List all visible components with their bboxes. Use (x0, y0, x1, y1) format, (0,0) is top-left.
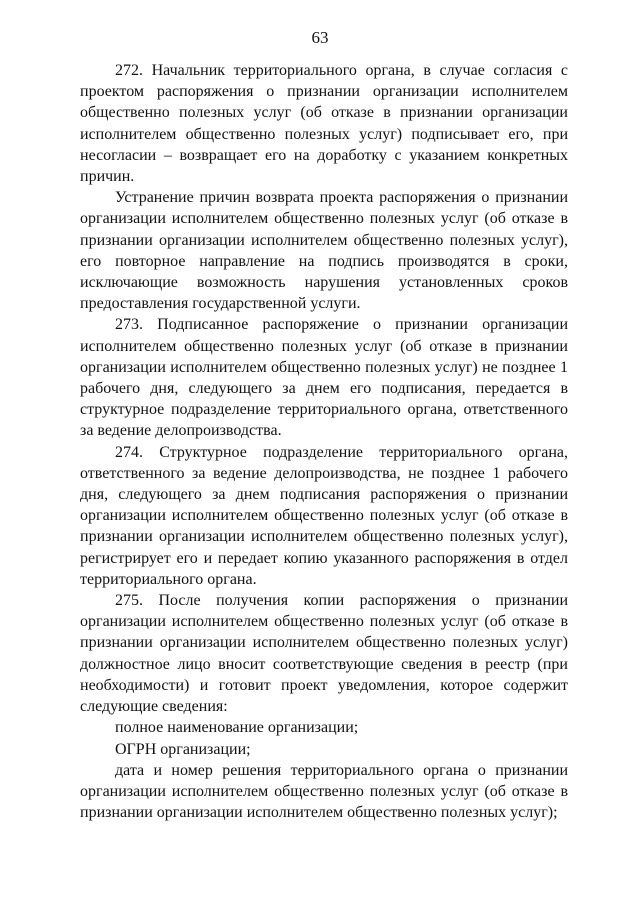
paragraph-272: 272. Начальник территориального органа, в случае согласия с проектом распоряжения о признании организации исполнителем общественно полезных услуг (об отказе в признании организации исполнителем общественно полезных услуг) подписывает его, при несогласии – возвращает его на доработку с указанием конкретных причин. (80, 62, 568, 186)
page-number: 63 (311, 28, 329, 47)
paragraph-274: 274. Структурное подразделение территориального органа, ответственного за ведение делопроизводства, не позднее 1 рабочего дня, следующего за днем подписания распоряжения о признании организации исполнителем общественно полезных услуг (об отказе в признании организации исполнителем общественно полезных услуг), регистрирует его и передает копию указанного распоряжения в отдел территориального органа. (80, 443, 568, 588)
list-item-ogrn: ОГРН организации; (115, 740, 251, 758)
document-body (80, 60, 568, 823)
list-item-decision-date: дата и номер решения территориального органа о признании организации исполнителем общественно полезных услуг (об отказе в признании организации исполнителем общественно полезных услуг); (80, 761, 568, 822)
list-item-full-name: полное наименование организации; (115, 719, 359, 737)
paragraph-272-continuation: Устранение причин возврата проекта распоряжения о признании организации исполнителем общественно полезных услуг (об отказе в признании организации исполнителем общественно полезных услуг), его повторное направление на подпись производятся в сроки, исключающие возможность нарушения установленных сроков предоставления государственной услуги. (80, 189, 568, 313)
paragraph-275: 275. После получения копии распоряжения о признании организации исполнителем общественно полезных услуг (об отказе в признании организации исполнителем общественно полезных услуг) должностное лицо вносит соответствующие сведения в реестр (при необходимости) и готовит проект уведомления, которое содержит следующие сведения: (80, 592, 568, 716)
paragraph-273: 273. Подписанное распоряжение о признании организации исполнителем общественно полезных услуг (об отказе в признании организации исполнителем общественно полезных услуг) не позднее 1 рабочего дня, следующего за днем его подписания, передается в структурное подразделение территориального органа, ответственного за ведение делопроизводства. (80, 316, 568, 440)
